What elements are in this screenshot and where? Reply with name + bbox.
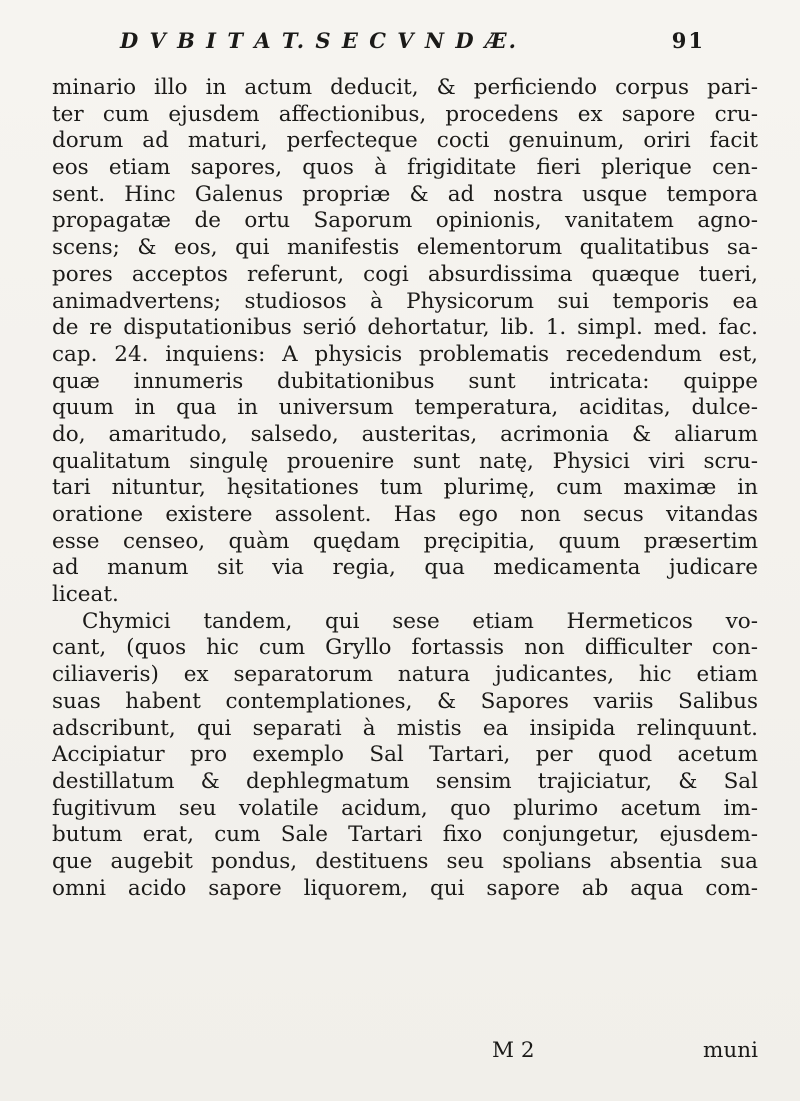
text-line: ad manum sit via regia, qua medicamenta judicare [52,555,758,581]
running-head [120,28,705,62]
text-line: Accipiatur pro exemplo Sal Tartari, per quod acetum [52,742,758,768]
text-line: butum erat, cum Sale Tartari fixo conjungetur, ejusdem- [52,822,758,848]
text-line: tari nituntur, hęsitationes tum plurimę, cum maximæ in [52,475,758,501]
text-line: esse censeo, quàm quędam pręcipitia, quum præsertim [52,528,758,554]
text-line: qualitatum singulę prouenire sunt natę, Physici viri scru- [52,448,758,474]
text-line: cant, (quos hic cum Gryllo fortassis non difficulter con- [52,635,758,661]
text-line: fugitivum seu volatile acidum, quo plurimo acetum im- [52,795,758,821]
text-line: suas habent contemplationes, & Sapores variis Salibus [52,688,758,714]
text-line: quum in qua in universum temperatura, aciditas, dulce- [52,395,758,421]
text-line: adscribunt, qui separati à mistis ea insipida relinquunt. [52,715,758,741]
body-text [52,75,758,902]
text-line: dorum ad maturi, perfecteque cocti genuinum, oriri facit [52,128,758,154]
text-line: destillatum & dephlegmatum sensim trajiciatur, & Sal [52,768,758,794]
text-line: oratione existere assolent. Has ego non secus vitandas [52,502,758,527]
catchword: muni [703,1038,758,1063]
text-line: liceat. [52,582,119,608]
text-line: cap. 24. inquiens: A physicis problematis recedendum est, [52,341,758,367]
text-line: ciliaveris) ex separatorum natura judicantes, hic etiam [52,662,758,688]
text-line: animadvertens; studiosos à Physicorum sui temporis ea [52,288,758,314]
page-number: 91 [671,28,705,53]
text-line: que augebit pondus, destituens seu spolians absentia sua [52,848,758,874]
text-line: quæ innumeris dubitationibus sunt intricata: quippe [52,368,758,394]
text-line: de re disputationibus serió dehortatur, lib. 1. simpl. med. fac. [52,315,758,341]
paragraph-start-line: Chymici tandem, qui sese etiam Hermeticos vo- [82,608,758,634]
signature-mark: M 2 [492,1038,535,1063]
text-line: omni acido sapore liquorem, qui sapore ab aqua com- [52,875,758,901]
text-line: ter cum ejusdem affectionibus, procedens ex sapore cru- [52,101,758,127]
text-line: sent. Hinc Galenus propriæ & ad nostra usque tempora [52,181,758,207]
text-line: propagatæ de ortu Saporum opinionis, vanitatem agno- [52,208,758,234]
running-head-title: D V B I T A T. S E C V N D Æ. [120,28,518,53]
text-line: minario illo in actum deducit, & perficiendo corpus pari- [52,75,758,100]
text-line: do, amaritudo, salsedo, austeritas, acrimonia & aliarum [52,421,758,447]
page-footer [52,1038,758,1066]
text-line: scens; & eos, qui manifestis elementorum qualitatibus sa- [52,235,758,261]
text-line: eos etiam sapores, quos à frigiditate fieri plerique cen- [52,155,758,181]
text-line: pores acceptos referunt, cogi absurdissima quæque tueri, [52,261,758,287]
